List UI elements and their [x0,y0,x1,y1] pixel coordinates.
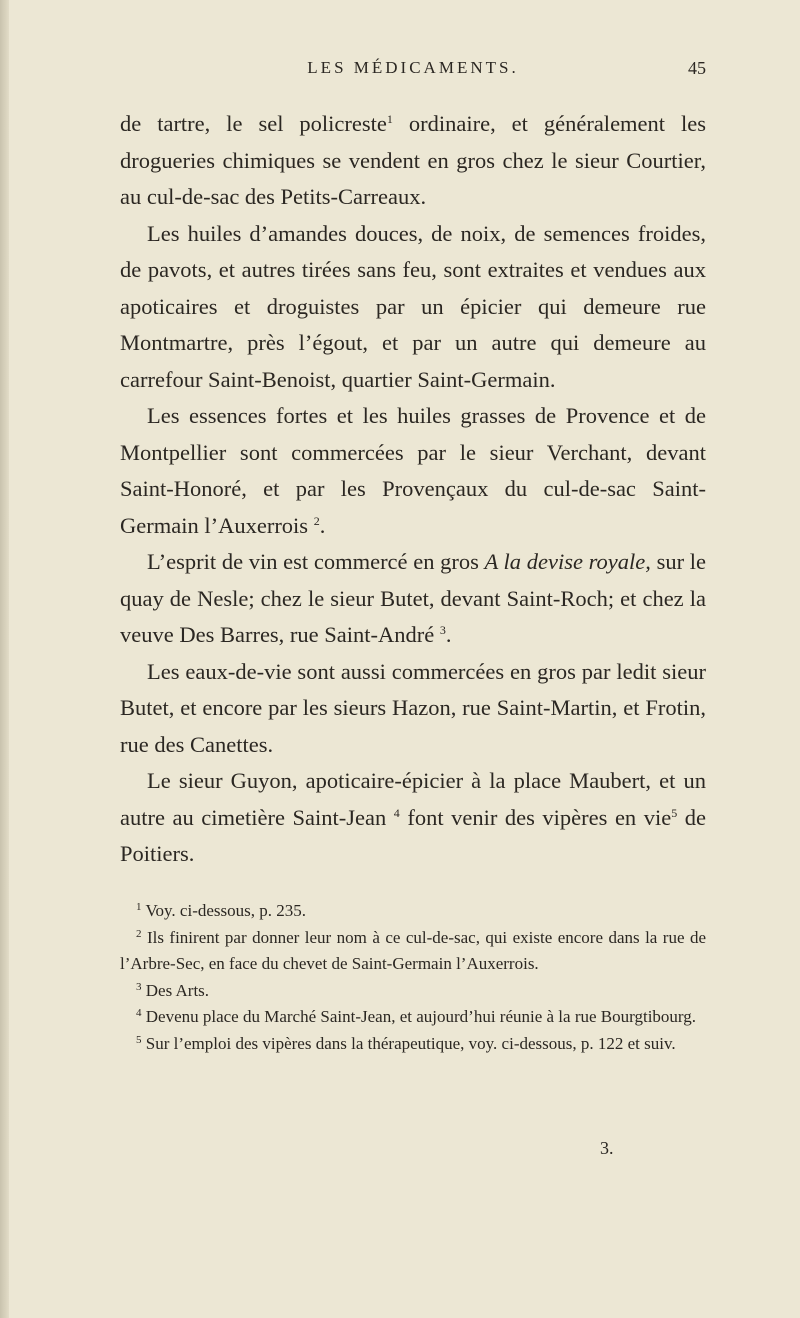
footnote-text: Voy. ci-dessous, p. 235. [145,901,307,920]
page-edge [0,0,9,1318]
footnote [120,898,706,925]
footnote-marker: 2 [136,927,142,940]
p1-end: ordinaire, et généralement les drogueries chimiques se vendent en gros chez le sieur Courtier, au cul-de-sac des Petits-Carreaux. [120,111,706,209]
footnote-text: Des Arts. [145,980,210,1000]
p6-start: Le sieur Guyon, apoticaire-épicier à la place Maubert, et un autre au cimetière Saint-Jean [120,768,706,830]
footnote-text: Devenu place du Marché Saint-Jean, et aujourd’hui réunie à la rue Bourgtibourg. [145,1007,697,1026]
p3-end: . [319,512,326,538]
running-title: LES MÉDICAMENTS. [307,58,519,77]
footnote-ref-5: 5 [671,805,678,820]
footnote [120,1031,706,1058]
p6-end: de Poitiers. [120,804,706,866]
p6-mid: font venir des vipères en vie [399,804,672,830]
footnote [120,1004,706,1031]
running-head [120,58,706,88]
signature-mark: 3. [600,1138,614,1158]
body-text [120,106,706,873]
p4-italic: A la devise royale, [484,549,651,574]
paragraph-3 [120,398,706,544]
footnote-marker: 1 [136,901,142,913]
footnote [120,978,706,1005]
footnote-ref-2: 2 [313,513,320,528]
footnote-text: Sur l’emploi des vipères dans la thérapeutique, voy. ci-dessous, p. 122 et suiv. [145,1033,676,1053]
footnote-ref-4: 4 [393,805,400,820]
paragraph-1 [120,106,706,216]
page-number: 45 [688,58,706,78]
p1-start: de tartre, le sel policreste [120,111,387,136]
p3-start: Les essences fortes et les huiles grasses de Provence et de Montpellier sont commercées par le sieur Verchant, devant Saint-Honoré, et par les Provençaux du cul-de-sac Saint-Germain l’Auxerrois [120,403,706,538]
footnote-ref-3: 3 [439,623,446,637]
paragraph-5: Les eaux-de-vie sont aussi commercées en gros par ledit sieur Butet, et encore par les sieurs Hazon, rue Saint-Martin, et Frotin, rue des Canettes. [120,658,706,757]
p4-mid: sur le quay de Nesle; chez le sieur Butet, devant Saint-Roch; et chez la veuve Des Barres, rue Saint-André [120,549,706,647]
footnote-marker: 4 [136,1007,142,1019]
footnote-ref-1: 1 [386,112,393,126]
footnote-text: Ils finirent par donner leur nom à ce cul-de-sac, qui existe encore dans la rue de l’Arbre-Sec, en face du chevet de Saint-Germain l’Auxerrois. [120,927,707,973]
footnote-marker: 3 [136,980,142,993]
footnote [120,925,706,978]
paragraph-6 [120,763,706,873]
paragraph-2: Les huiles d’amandes douces, de noix, de semences froides, de pavots, et autres tirées sans feu, sont extraites et vendues aux apoticaires et droguistes par un épicier qui demeure rue Montmartre, près l’égout, et par un autre qui demeure au carrefour Saint-Benoist, quartier Saint-Germain. [120,220,706,392]
p4-start: L’esprit de vin est commercé en gros [147,549,485,574]
paragraph-4 [120,544,706,654]
footnote-marker: 5 [136,1033,142,1046]
footnotes [120,898,706,1057]
p4-end: . [445,622,452,647]
